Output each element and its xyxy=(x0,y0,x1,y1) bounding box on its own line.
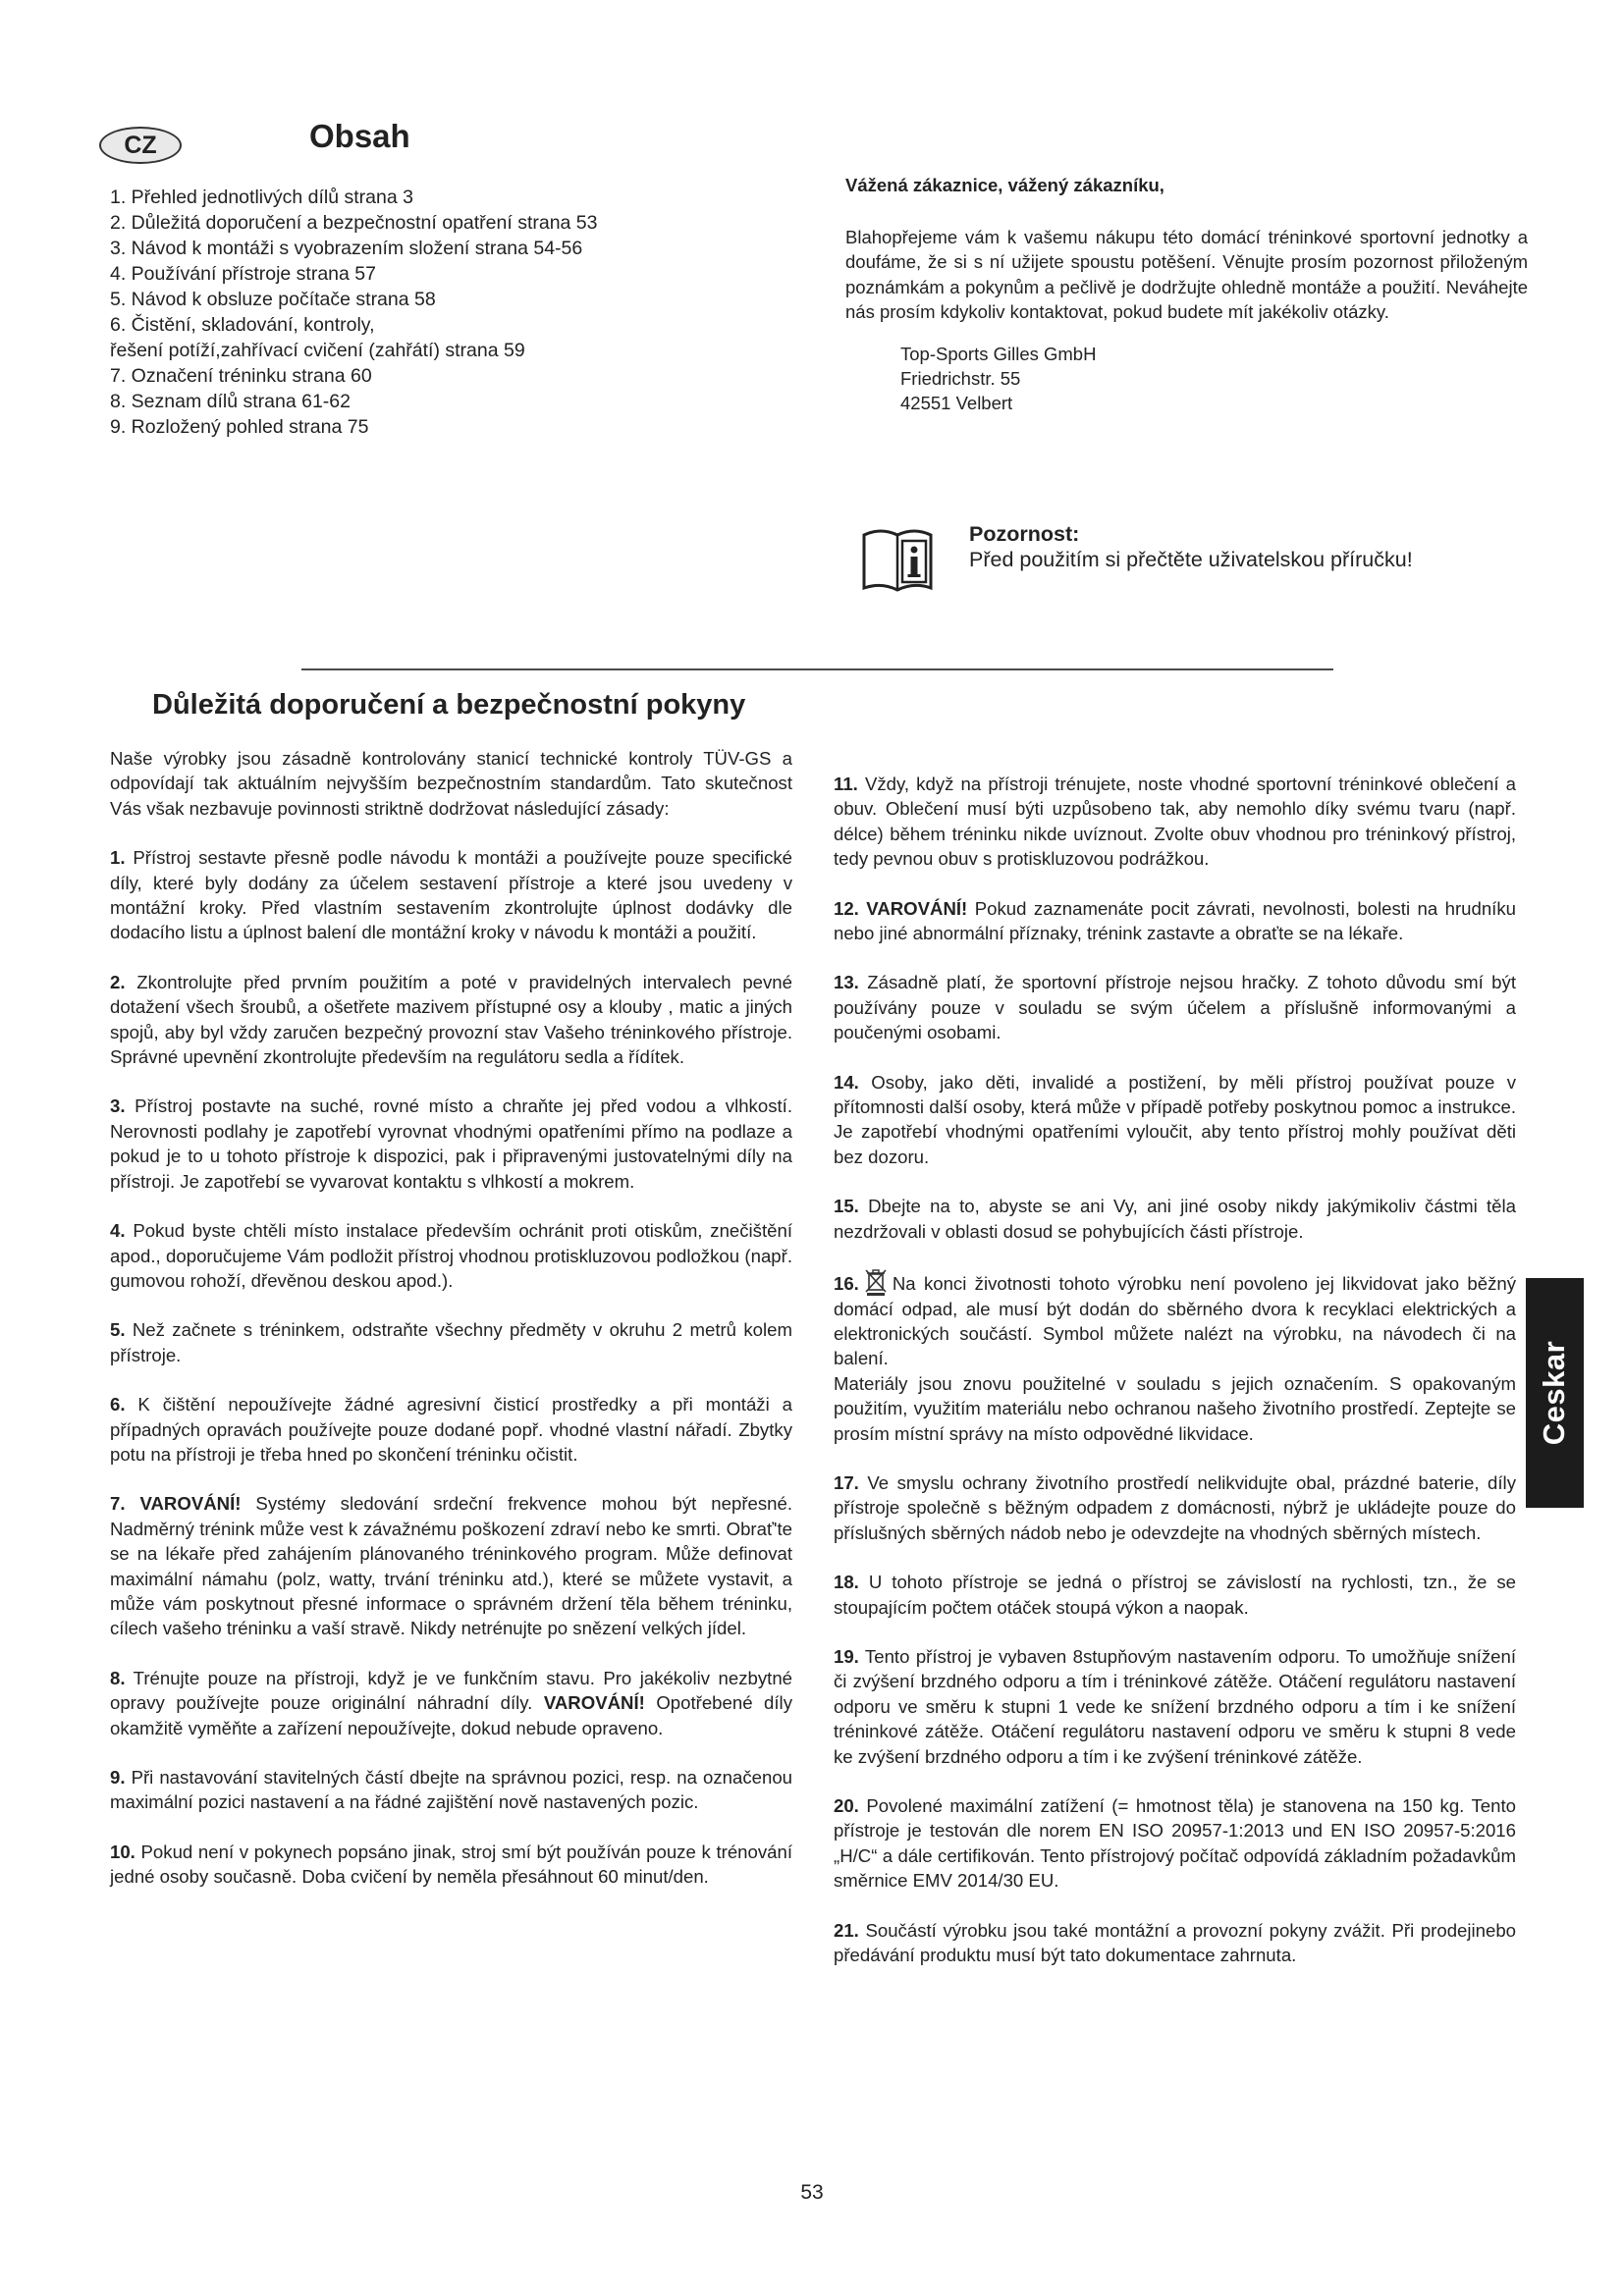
item-number: 14. xyxy=(834,1071,859,1093)
item-text: Než začnete s tréninkem, odstraňte všechny předměty v okruhu 2 metrů kolem přístroje. xyxy=(110,1319,792,1365)
item-number: 1. xyxy=(110,847,126,869)
safety-column-right xyxy=(834,772,1516,1992)
item-text: Opotřebené díly okamžitě vyměňte a zařízení nepoužívejte, dokud nebude opraveno. xyxy=(110,1692,792,1738)
safety-item xyxy=(834,1793,1516,1894)
safety-item xyxy=(834,1918,1516,1968)
item-text: Při nastavování stavitelných částí dbejte na správnou pozici, resp. na označenou maximální pozici nastavení a na řádné zajištění nově nastavených pozic. xyxy=(110,1767,792,1813)
address-line: Top-Sports Gilles GmbH xyxy=(900,343,1097,364)
safety-item xyxy=(110,1491,792,1640)
safety-item xyxy=(110,1392,792,1467)
item-number: 20. xyxy=(834,1795,859,1816)
item-number: 7. xyxy=(110,1493,126,1515)
safety-column-left xyxy=(110,746,792,1914)
item-number: 19. xyxy=(834,1645,859,1667)
toc-item: 3. Návod k montáži s vyobrazením složení strana 54-56 xyxy=(110,238,583,259)
toc-item: 1. Přehled jednotlivých dílů strana 3 xyxy=(110,187,413,208)
attention-text: Před použitím si přečtěte uživatelskou příručku! xyxy=(969,548,1413,571)
item-number: 5. xyxy=(110,1319,126,1341)
toc-title: Obsah xyxy=(309,118,410,154)
item-text: Přístroj sestavte přesně podle návodu k montáži a používejte pouze specifické díly, které byly dodány za účelem sestavení přístroje a které jsou uvedeny v montážní kroky. Před vlastním sestavením zkontrolujte úplnost dodávky dle dodacího listu a úplnost balení dle montážní kroky v návodu k montáži a použití. xyxy=(110,847,792,943)
item-text: Vždy, když na přístroji trénujete, noste vhodné sportovní tréninkové oblečení a obuv. Oblečení musí býti uzpůsobeno tak, aby nemohlo díky svému tvaru (např. délce) během tréninku nikde uvíznout. Zvolte obuv vhodnou pro tréninkový přístroj, tedy pevnou obuv s protiskluzovou podrážkou. xyxy=(834,774,1516,870)
item-number: 6. xyxy=(110,1394,126,1415)
safety-item xyxy=(110,1765,792,1815)
item-number: 17. xyxy=(834,1471,859,1493)
item-number: 10. xyxy=(110,1841,135,1862)
section-divider xyxy=(301,668,1333,670)
item-text: Přístroj postavte na suché, rovné místo a chraňte jej před vodou a vlhkostí. Nerovnosti podlahy je zapotřebí vyrovnat vhodnými opatřeními přímo na podlaze a pokud je to u tohoto přístroje k dispozici, pak i připravenými justovatelnými díly na přístroji. Je zapotřebí se vyvarovat kontaktu s vlhkostí a mokrem. xyxy=(110,1095,792,1192)
safety-item xyxy=(110,1094,792,1194)
item-text: K čištění nepoužívejte žádné agresivní čisticí prostředky a při montáži a případných opravách používejte pouze dodané popř. vhodné vlastní nářadí. Zbytky potu na přístroji je třeba hned po skončení tréninku očistit. xyxy=(110,1394,792,1465)
item-number: 12. xyxy=(834,897,859,919)
safety-item xyxy=(110,1840,792,1890)
warning-label: VAROVÁNÍ! xyxy=(139,1493,242,1515)
safety-item xyxy=(110,1218,792,1293)
item-text: Trénujte pouze na přístroji, když je ve funkčním stavu. Pro jakékoliv nezbytné opravy používejte pouze originální náhradní díly. xyxy=(110,1667,792,1714)
safety-item xyxy=(110,970,792,1070)
toc-item: 9. Rozložený pohled strana 75 xyxy=(110,416,369,438)
address-line: Friedrichstr. 55 xyxy=(900,367,1021,389)
toc-item: 4. Používání přístroje strana 57 xyxy=(110,263,376,285)
item-number: 9. xyxy=(110,1767,126,1788)
item-number: 2. xyxy=(110,971,126,992)
item-text: Dbejte na to, abyste se ani Vy, ani jiné osoby nikdy jakýmikoliv částmi těla nezdržovali v oblasti dosud se pohybujících části přístroje. xyxy=(834,1196,1516,1242)
item-text: Tento přístroj je vybaven 8stupňovým nastavením odporu. To umožňuje snížení či zvýšení brzdného odporu a tím i tréninkové zátěže. Otáčení regulátoru nastavení odporu ve směru k stupni 1 vede ke snížení brzdného odporu a tím i ke snížení tréninkové zátěže. Otáčení regulátoru nastavení odporu ve směru k stupni 8 vede ke zvýšení brzdného odporu a tím i ke zvýšení tréninkové zátěže. xyxy=(834,1645,1516,1767)
toc-item: 2. Důležitá doporučení a bezpečnostní opatření strana 53 xyxy=(110,212,598,234)
attention-title: Pozornost: xyxy=(969,522,1080,546)
item-text: Na konci životnosti tohoto výrobku není povoleno jej likvidovat jako běžný domácí odpad, ale musí být dodán do sběrného dvora k recyklaci elektrických a elektronických součástí. Symbol můžete nalézt na výrobku, na návodech či na balení. xyxy=(834,1273,1516,1369)
safety-item xyxy=(834,1070,1516,1170)
toc-item: 8. Seznam dílů strana 61-62 xyxy=(110,391,351,412)
item-text: Pokud byste chtěli místo instalace především ochránit proti otiskům, znečištění apod., doporučujeme Vám podložit přístroj vhodnou protiskluzovou podložkou (např. gumovou rohoží, dřevěnou deskou apod.). xyxy=(110,1220,792,1291)
language-badge: CZ xyxy=(99,127,182,164)
item-text: Povolené maximální zatížení (= hmotnost těla) je stanovena na 150 kg. Tento přístroje je testován dle norem EN ISO 20957-1:2013 und EN ISO 20957-5:2016 „H/C“ a dále certifikován. Tento přístrojový počítač odpovídá základním požadavkům směrnice EMV 2014/30 EU. xyxy=(834,1795,1516,1892)
item-text: Materiály jsou znovu použitelné v souladu s jejich označením. S opakovaným použitím, využitím materiálu nebo ochranou našeho životního prostředí. Zeptejte se prosím místní správy na místo odpovědné likvidace. xyxy=(834,1372,1516,1444)
item-number: 8. xyxy=(110,1667,126,1688)
language-side-tab xyxy=(1526,1278,1584,1508)
item-text: Zásadně platí, že sportovní přístroje nejsou hračky. Z tohoto důvodu smí být používány pouze v souladu se svým účelem a příslušně informovanými a poučenými osobami. xyxy=(834,972,1516,1043)
safety-item xyxy=(110,1666,792,1740)
safety-item xyxy=(834,1570,1516,1620)
item-number: 21. xyxy=(834,1919,859,1941)
item-number: 11. xyxy=(834,774,858,794)
item-number: 3. xyxy=(110,1095,126,1117)
toc-item: 7. Označení tréninku strana 60 xyxy=(110,365,372,387)
table-of-contents xyxy=(110,185,699,440)
page-number: 53 xyxy=(800,2181,824,2204)
item-number: 13. xyxy=(834,972,859,993)
section-title: Důležitá doporučení a bezpečnostní pokyny xyxy=(152,689,746,721)
item-number: 4. xyxy=(110,1220,126,1242)
item-text: Pokud není v pokynech popsáno jinak, stroj smí být používán pouze k trénování jedné osoby současně. Doba cvičení by neměla přesáhnout 60 minut/den. xyxy=(110,1841,792,1888)
item-text: Zkontrolujte před prvním použitím a poté v pravidelných intervalech pevné dotažení všech šroubů, a ošetřete mazivem přístupné osy a klouby , matic a jiných spojů, aby byl vždy zaručen bezpečný provozní stav Vašeho tréninkového přístroje. Správné upevnění zkontrolujte především na regulátoru sedla a řídítek. xyxy=(110,971,792,1068)
item-text: Systémy sledování srdeční frekvence mohou být nepřesné. Nadměrný trénink může vest k závažnému poškození zdraví nebo ke smrti. Obrať'te se na lékaře před zahájením plánovaného tréninkového program. Může definovat maximální námahu (polz, watty, trvání tréninku atd.), které se můžete vystavit, a může vám poskytnout přesné informace o správném držení těla během tréninku, cílech vašeho tréninku a vaší stravě. Nikdy netrénujte po snězení velkých jídel. xyxy=(110,1493,792,1639)
weee-crossed-bin-icon xyxy=(865,1268,887,1296)
company-address xyxy=(900,342,1528,415)
greeting-title: Vážená zákaznice, vážený zákazníku, xyxy=(845,175,1164,195)
item-text: U tohoto přístroje se jedná o přístroj se závislostí na rychlosti, tzn., že se stoupajícím počtem otáček stoupá výkon a naopak. xyxy=(834,1572,1516,1618)
item-number: 18. xyxy=(834,1572,859,1593)
address-line: 42551 Velbert xyxy=(900,392,1013,413)
item-text: Pokud zaznamenáte pocit závrati, nevolnosti, bolesti na hrudníku nebo jiné abnormální příznaky, trénink zastavte a obraťte se na lékaře. xyxy=(834,897,1516,944)
item-text: Součástí výrobku jsou také montážní a provozní pokyny zvážit. Při prodejinebo předávání produktu musí být tato dokumentace zahrnuta. xyxy=(834,1919,1516,1966)
safety-item xyxy=(834,1470,1516,1545)
attention-notice xyxy=(969,521,1413,572)
safety-item xyxy=(110,845,792,945)
safety-item xyxy=(834,896,1516,946)
warning-label: VAROVÁNÍ! xyxy=(543,1692,645,1714)
side-tab-label: Ceskar xyxy=(1537,1340,1572,1446)
safety-item xyxy=(834,1194,1516,1244)
warning-label: VAROVÁNÍ! xyxy=(866,897,968,919)
greeting-body: Blahopřejeme vám k vašemu nákupu této domácí tréninkové sportovní jednotky a doufáme, že si s ní užijete spoustu potěšení. Věnujte prosím pozornost přiloženým poznámkám a pokynům a pečlivě je dodržujte ohledně montáže a použití. Neváhejte nás prosím kdykoliv kontaktovat, pokud budete mít jakékoliv otázky. xyxy=(845,226,1528,322)
safety-item xyxy=(834,970,1516,1044)
safety-item xyxy=(834,1644,1516,1769)
customer-greeting xyxy=(845,173,1528,415)
item-number: 16. xyxy=(834,1273,859,1295)
toc-item: 6. Čistění, skladování, kontroly, xyxy=(110,314,375,336)
manual-info-icon xyxy=(861,523,934,594)
toc-item: řešení potíží,zahřívací cvičení (zahřátí) strana 59 xyxy=(110,340,525,361)
safety-intro: Naše výrobky jsou zásadně kontrolovány stanicí technické kontroly TÜV-GS a odpovídají tak aktuálním nejvyšším bezpečnostním standardům. Tato skutečnost Vás však nezbavuje povinnosti striktně dodržovat následující zásady: xyxy=(110,748,792,819)
toc-item: 5. Návod k obsluze počítače strana 58 xyxy=(110,289,436,310)
item-number: 15. xyxy=(834,1196,859,1217)
item-text: Osoby, jako děti, invalidé a postižení, by měli přístroj používat pouze v přítomnosti další osoby, která může v případě potřeby poskytnou pomoc a instrukce. Je zapotřebí vhodnými opatřeními vyloučit, aby tento přístroj mohly používat děti bez dozoru. xyxy=(834,1071,1516,1167)
safety-item xyxy=(834,1268,1516,1446)
safety-item xyxy=(834,772,1516,872)
item-text: Ve smyslu ochrany životního prostředí nelikvidujte obal, prázdné baterie, díly přístroje společně s běžným odpadem z domácnosti, nýbrž je ukládejte pouze do příslušných sběrných nádob nebo je odevzdejte na vhodných sběrných místech. xyxy=(834,1471,1516,1543)
safety-item xyxy=(110,1317,792,1367)
